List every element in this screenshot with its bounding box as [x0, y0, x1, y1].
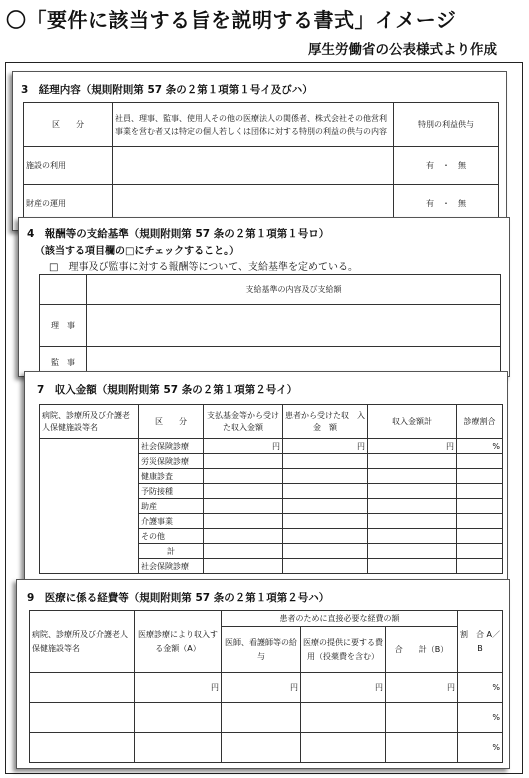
col-ratio: 診療割合: [457, 405, 503, 439]
row-label: 理 事: [40, 305, 87, 347]
category: その他: [139, 529, 204, 544]
col-kubun: 区 分: [139, 405, 204, 439]
col-flag: 特別の利益供与: [394, 103, 499, 147]
category: 予防接種: [139, 484, 204, 499]
sheet-4-heading: 4 報酬等の支給基準（規則附則第 57 条の２第１項第１号ロ）: [27, 228, 330, 240]
category: 健康診査: [139, 469, 204, 484]
row-label: 財産の運用: [24, 185, 113, 223]
category: 労災保険診療: [139, 454, 204, 469]
row-label: 施設の利用: [24, 147, 113, 185]
sheet-7-heading: 7 収入金額（規則附則第 57 条の２第１項第２号イ）: [37, 384, 298, 396]
sheet-9-heading: 9 医療に係る経費等（規則附則第 57 条の２第１項第２号ハ）: [27, 592, 330, 604]
col-kubun: 区 分: [24, 103, 113, 147]
row-label: 監 事: [40, 347, 87, 379]
sheet-3-keiri: [12, 71, 507, 231]
sheet-9-table: [29, 610, 503, 763]
col-patient: 患者から受けた収 入 金 額: [283, 405, 368, 439]
sheet-4-note: （該当する項目欄の□にチェックすること。）: [35, 246, 240, 257]
sheet-9-keihi: [16, 579, 510, 769]
sheet-7-table: 病院、診療所及び介護老人保健施設等名 区 分 支払基金等から受けた収入金額 患者から受けた収 入 金 額 収入金額計 診療割合 社会保険診療 円 円 円 % 労災保険診療 健康診査 予防接種 助産 介護事業 その他 計 社会保険診療: [39, 404, 503, 574]
col-facility: 病院、診療所及び介護老人保健施設等名: [30, 611, 135, 673]
sheet-4-housyu: [18, 217, 510, 377]
table-row: 円 円 円 円 %: [30, 673, 503, 703]
category: 社会保険診療: [139, 439, 204, 454]
col-description: 社員、理事、監事、使用人その他の医療法人の関係者、株式会社その他営利事業を営む者又は特定の個人若しくは団体に対する特別の利益の供与の内容: [113, 103, 394, 147]
table-row: %: [30, 733, 503, 763]
form-frame: [5, 62, 523, 774]
flag-choice[interactable]: 有 ・ 無: [394, 147, 499, 185]
page-title: 〇「要件に該当する旨を説明する書式」イメージ: [6, 8, 457, 32]
col-fund: 支払基金等から受けた収入金額: [204, 405, 283, 439]
sheet-4-checkbox[interactable]: □ 理事及び監事に対する報酬等について、支給基準を定めている。: [49, 262, 359, 273]
col-header: 支給基準の内容及び支給額: [87, 275, 501, 305]
col-salary: 医師、看護師等の給与: [222, 627, 301, 673]
sheet-3-table: [23, 102, 499, 223]
col-total: 収入金額計: [368, 405, 457, 439]
col-revenue: 医療診療により収入する金額（A）: [135, 611, 222, 673]
col-facility: 病院、診療所及び介護老人保健施設等名: [40, 405, 139, 439]
col-ratio: 割 合 A／B: [458, 611, 503, 673]
sheet-3-heading: 3 経理内容（規則附則第 57 条の２第１項第１号イ及びハ）: [21, 84, 313, 96]
table-row: %: [30, 703, 503, 733]
col-cost: 医療の提供に要する費用（投薬費を含む）: [301, 627, 386, 673]
category: 社会保険診療: [139, 559, 204, 574]
category: 助産: [139, 499, 204, 514]
category: 計: [139, 544, 204, 559]
col-group: 患者のために直接必要な経費の額: [222, 611, 458, 627]
sheet-7-shunyu: [24, 371, 508, 583]
page-subtitle: 厚生労働省の公表様式より作成: [308, 42, 497, 58]
sheet-4-table: [39, 274, 501, 379]
col-sum: 合 計（B）: [386, 627, 458, 673]
table-row: [24, 147, 499, 185]
flag-choice[interactable]: 有 ・ 無: [394, 185, 499, 223]
category: 介護事業: [139, 514, 204, 529]
